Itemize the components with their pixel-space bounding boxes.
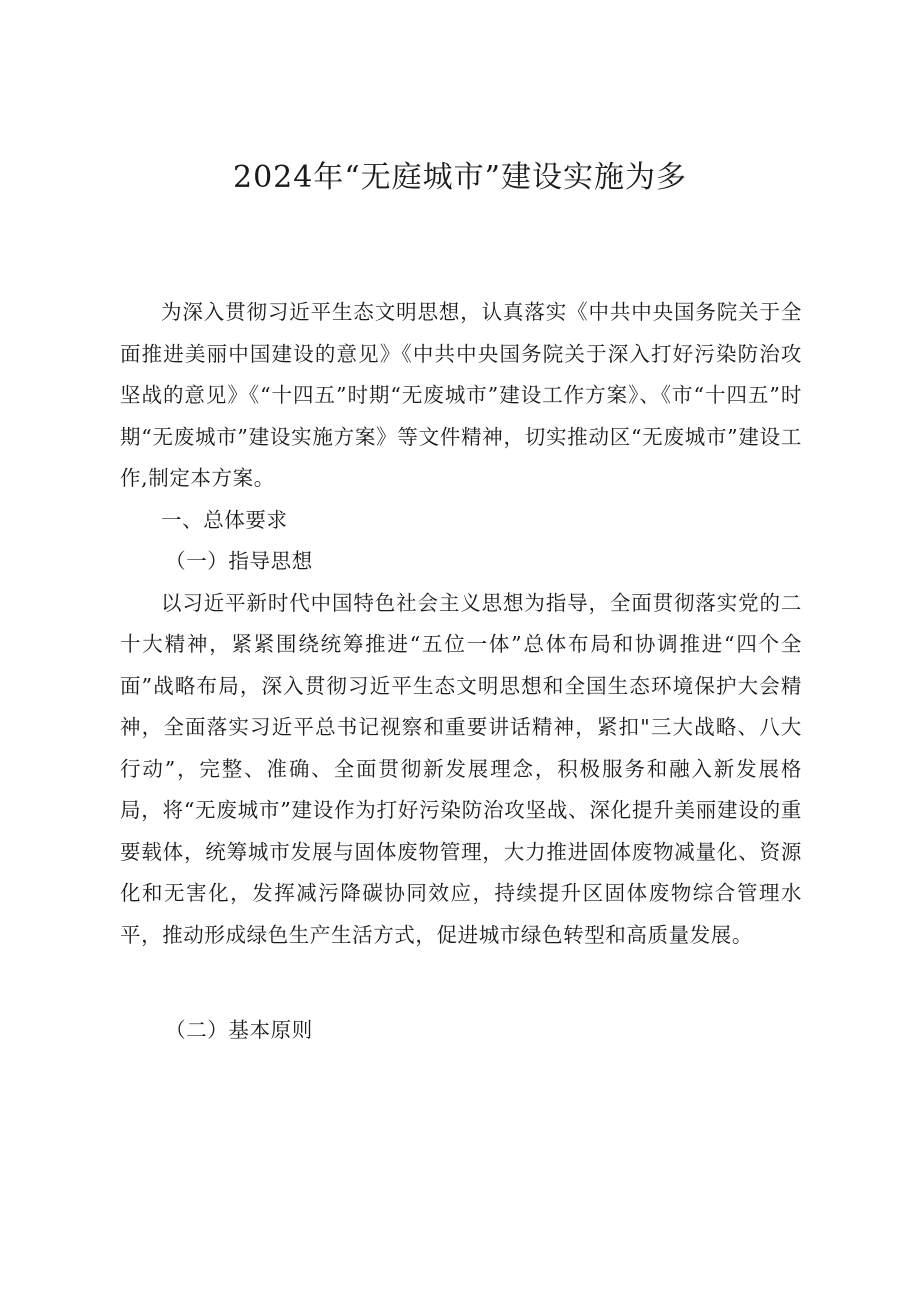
section-heading-general-requirements: 一、总体要求 (161, 507, 288, 532)
subsection-heading-guiding-ideology: （一）指导思想 (165, 549, 313, 573)
document-body (120, 292, 802, 1052)
document-title: 2024年“无庭城市”建设实施为多 (232, 160, 688, 195)
guiding-ideology-paragraph: 以习近平新时代中国特色社会主义思想为指导，全面贯彻落实党的二十大精神，紧紧围绕统筹推进“五位一体”总体布局和协调推进“四个全面”战略布局，深入贯彻习近平生态文明思想和全国生态环境保护大会精神，全面落实习近平总书记视察和重要讲话精神，紧扣"三大战略、八大行动”，完整、准确、全面贯彻新发展理念，积极服务和融入新发展格局，将“无废城市”建设作为打好污染防治攻坚战、深化提升美丽建设的重要载体，统筹城市发展与固体废物管理，大力推进固体废物减量化、资源化和无害化，发挥减污降碳协同效应，持续提升区固体废物综合管理水平，推动形成绿色生产生活方式，促进城市绿色转型和高质量发展。 (120, 590, 802, 947)
subsection-heading-basic-principles: （二）基本原则 (165, 1018, 313, 1042)
intro-paragraph: 为深入贯彻习近平生态文明思想，认真落实《中共中央国务院关于全面推进美丽中国建设的意见》《中共中央国务院关于深入打好污染防治攻坚战的意见》《“十四五”时期“无废城市”建设工作方案》、《市“十四五”时期“无废城市”建设实施方案》等文件精神，切实推动区“无废城市”建设工作,制定本方案。 (120, 300, 802, 490)
spacer (120, 956, 802, 1010)
